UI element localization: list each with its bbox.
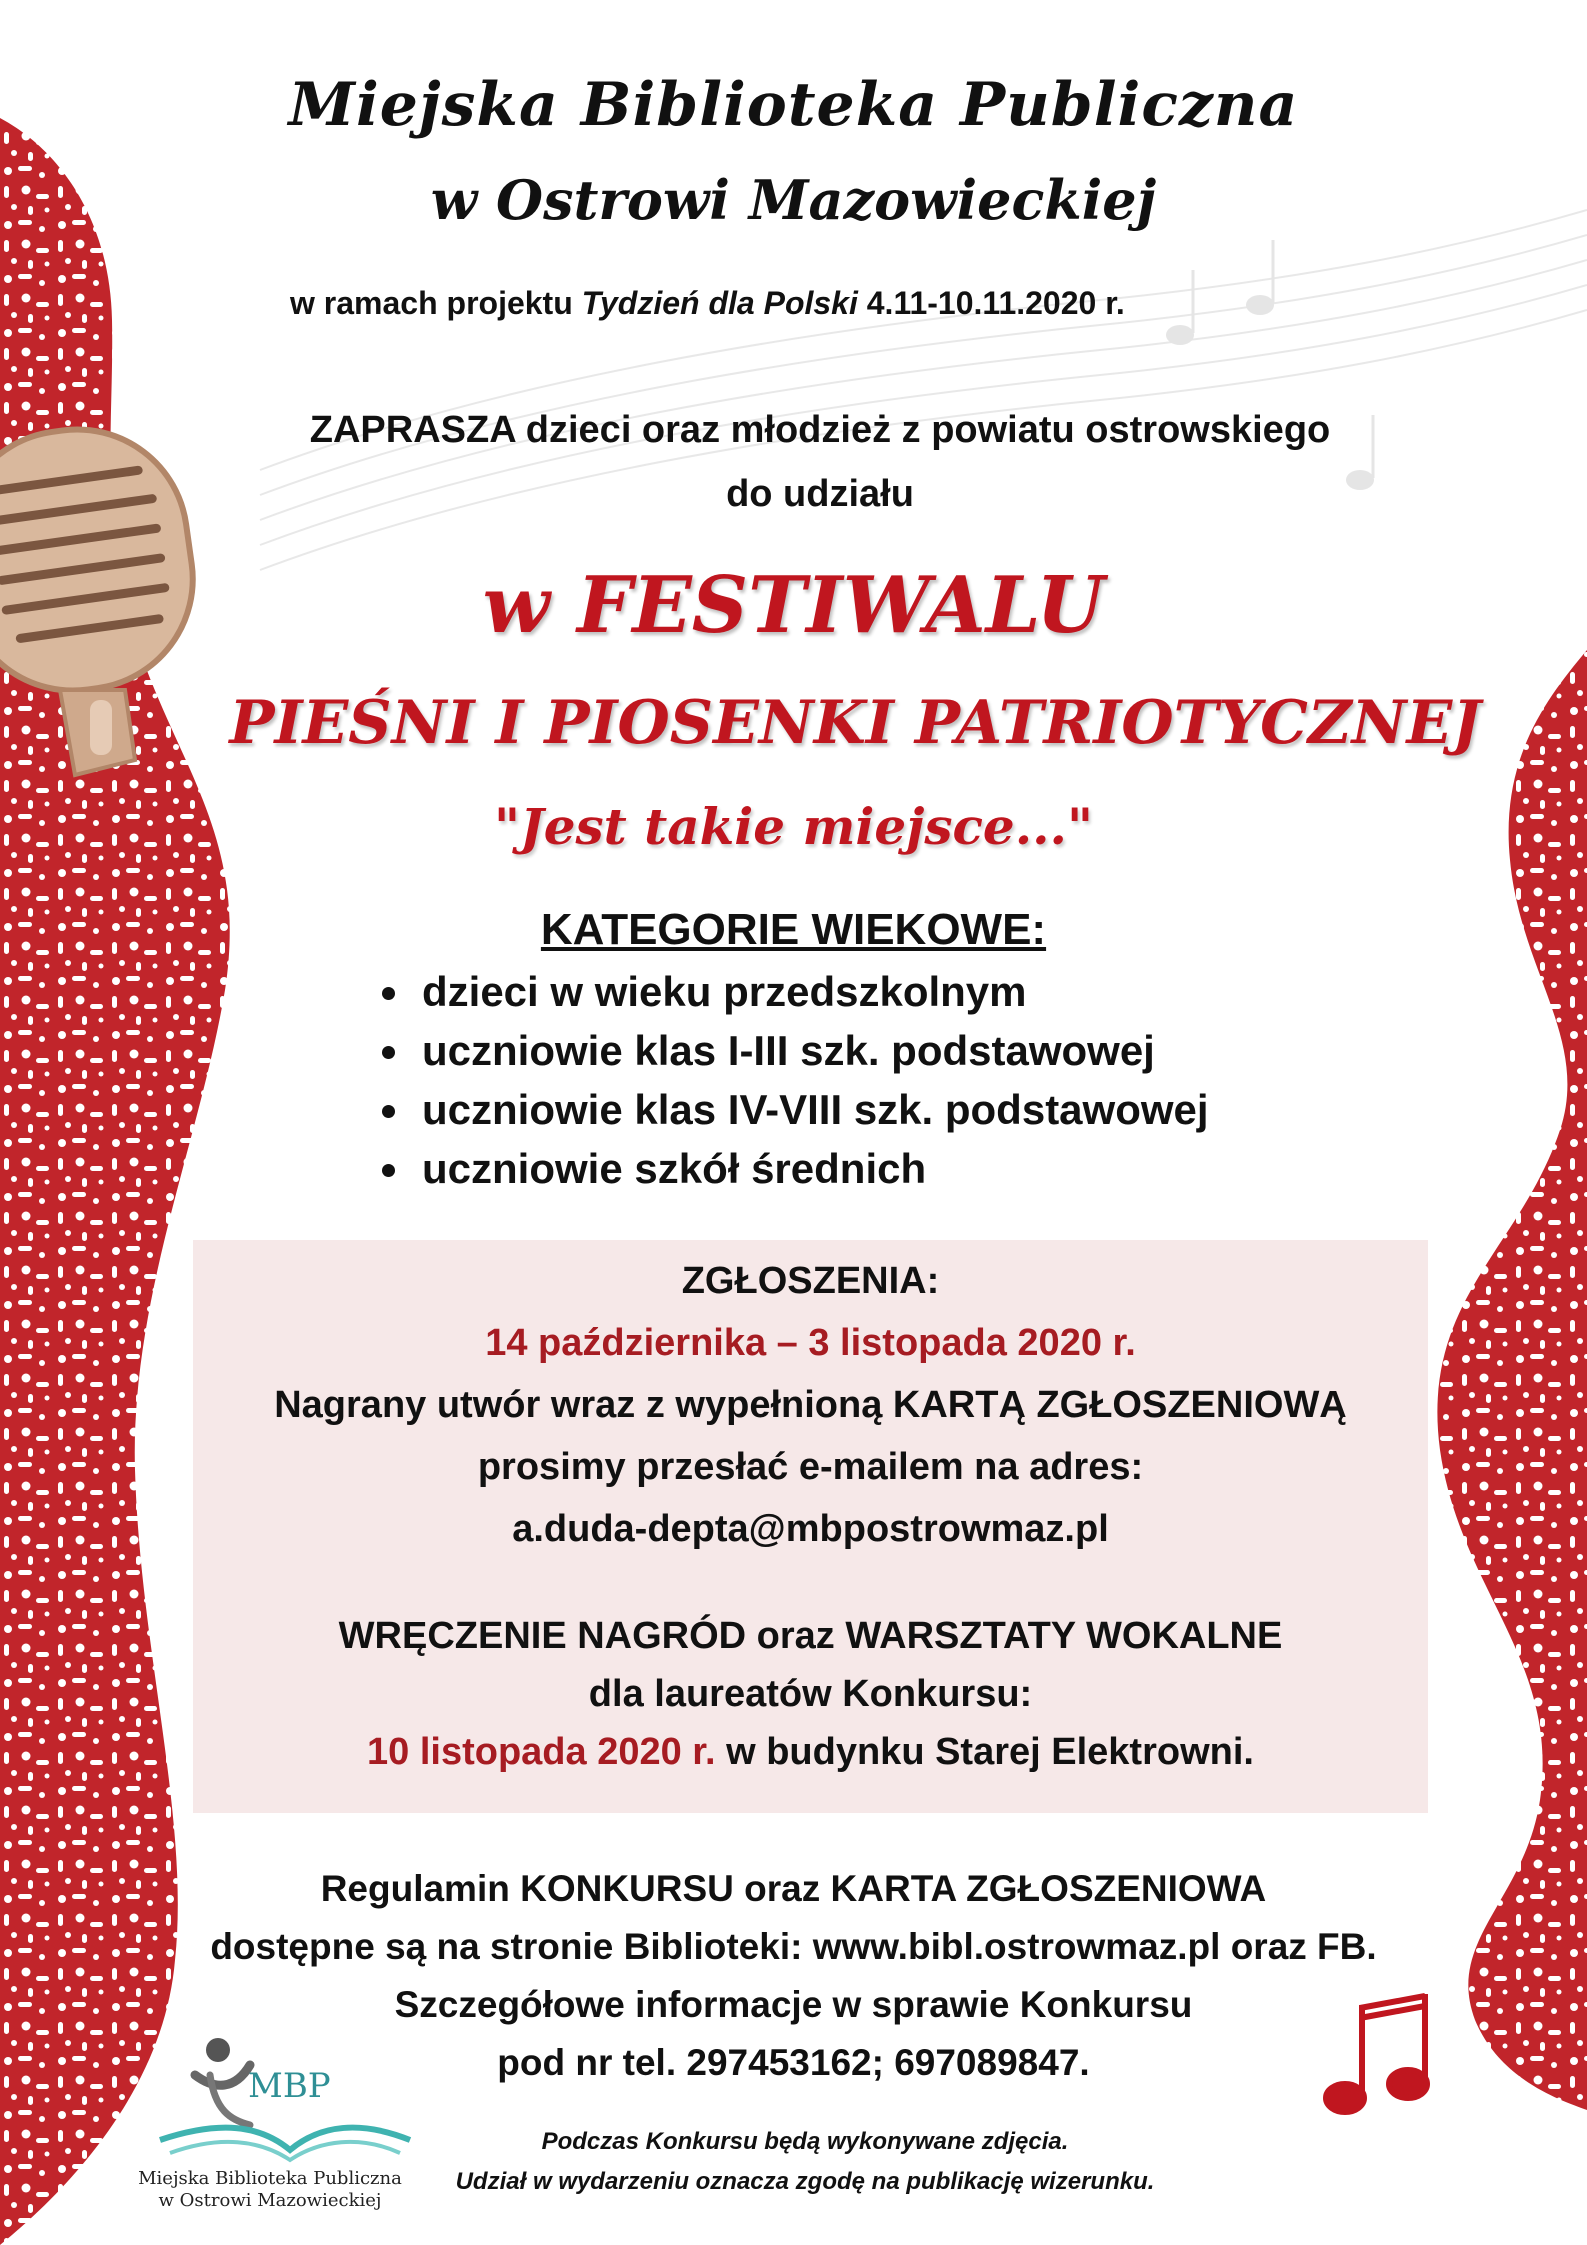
project-line <box>290 285 1125 322</box>
project-name: Tydzień dla Polski <box>581 285 858 321</box>
festival-heading: w FESTIWALU <box>482 560 1105 651</box>
category-item: dzieci w wieku przedszkolnym <box>380 962 1209 1021</box>
logo-caption-line2: w Ostrowi Mazowieckiej <box>158 2190 382 2211</box>
info-line4: pod nr tel. 297453162; 697089847. <box>497 2042 1090 2083</box>
category-item: uczniowie szkół średnich <box>380 1139 1209 1198</box>
awards-date: 10 listopada 2020 r. <box>367 1731 716 1773</box>
category-item: uczniowie klas I-III szk. podstawowej <box>380 1021 1209 1080</box>
library-name-line2: w Ostrowi Mazowieckiej <box>430 168 1157 232</box>
submissions-dates: 14 października – 3 listopada 2020 r. <box>485 1322 1136 1364</box>
category-item: uczniowie klas IV-VIII szk. podstawowej <box>380 1080 1209 1139</box>
submissions-title: ZGŁOSZENIA: <box>681 1260 940 1302</box>
invitation-line2: do udziału <box>726 473 914 515</box>
submissions-email[interactable]: a.duda-depta@mbpostrowmaz.pl <box>512 1508 1109 1550</box>
info-line3: Szczegółowe informacje w sprawie Konkursu <box>394 1984 1193 2025</box>
photo-note <box>330 2122 1280 2202</box>
mbp-logo-abbr: MBP <box>248 2066 331 2106</box>
project-dates: 4.11-10.11.2020 r. <box>866 285 1125 321</box>
awards-line2: dla laureatów Konkursu: <box>588 1673 1033 1715</box>
project-prefix: w ramach projektu <box>290 285 573 321</box>
submissions-line2: prosimy przesłać e-mailem na adres: <box>477 1446 1144 1488</box>
invitation <box>160 398 1480 526</box>
library-name-line1: Miejska Biblioteka Publiczna <box>288 70 1299 140</box>
info-line2: dostępne są na stronie Biblioteki: www.bibl.ostrowmaz.pl oraz FB. <box>210 1926 1377 1967</box>
logo-caption <box>130 2168 410 2212</box>
awards-place: w budynku Starej Elektrowni. <box>715 1731 1254 1773</box>
categories-title: KATEGORIE WIEKOWE: <box>540 905 1047 954</box>
photo-note-line1: Podczas Konkursu będą wykonywane zdjęcia. <box>541 2128 1069 2155</box>
festival-name: PIEŚNI I PIOSENKI PATRIOTYCZNEJ <box>229 688 1481 758</box>
invitation-line1: ZAPRASZA dzieci oraz młodzież z powiatu ostrowskiego <box>309 409 1331 451</box>
info-section <box>100 1860 1487 2092</box>
photo-note-line2: Udział w wydarzeniu oznacza zgodę na publikację wizerunku. <box>455 2168 1155 2195</box>
categories-list <box>380 962 1209 1198</box>
submissions-line1: Nagrany utwór wraz z wypełnioną KARTĄ ZGŁOSZENIOWĄ <box>274 1384 1347 1426</box>
logo-caption-line1: Miejska Biblioteka Publiczna <box>138 2168 402 2189</box>
info-line1: Regulamin KONKURSU oraz KARTA ZGŁOSZENIOWA <box>320 1868 1267 1909</box>
awards-line3 <box>193 1731 1428 1774</box>
submission-panel <box>193 1240 1428 1813</box>
festival-motto: "Jest takie miejsce..." <box>494 797 1093 856</box>
awards-line1: WRĘCZENIE NAGRÓD oraz WARSZTATY WOKALNE <box>338 1615 1283 1657</box>
